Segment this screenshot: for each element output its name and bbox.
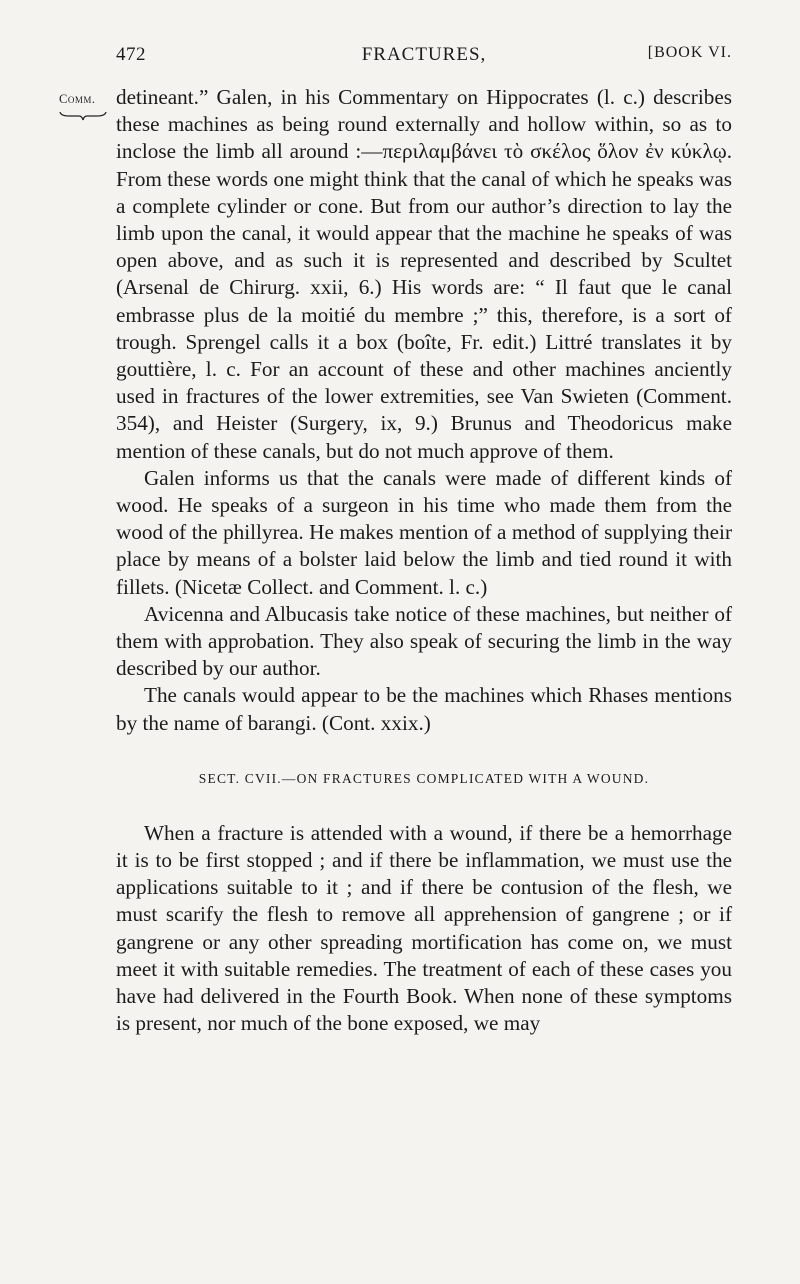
- paragraph: Avicenna and Albucasis take notice of these machines, but neither of them with approbation. They also speak of securing the limb in the way described by our author.: [116, 601, 732, 681]
- running-head: [116, 44, 732, 74]
- book-label: [BOOK VI.: [647, 44, 732, 61]
- brace-icon: [59, 111, 107, 121]
- paragraph: The canals would appear to be the machines which Rhases mentions by the name of barangi. (Cont. xxix.): [116, 683, 732, 735]
- margin-note: [59, 92, 115, 121]
- page-number: 472: [116, 44, 146, 65]
- page-title: FRACTURES,: [361, 44, 487, 65]
- paragraph: When a fracture is attended with a wound, if there be a hemorrhage it is to be first stopped ; and if there be inflammation, we must use the applications suitable to it ; and if there be contusion of the flesh, we must scarify the flesh to remove all apprehension of gangrene ; or if gangrene or any other spreading mortification has come on, we must meet it with suitable remedies. The treatment of each of these cases you have had delivered in the Fourth Book. When none of these symptoms is present, nor much of the bone exposed, we may: [116, 820, 732, 1036]
- margin-note-label: Comm.: [59, 92, 96, 106]
- body-text: [116, 84, 732, 1038]
- section-heading: SECT. CVII.—ON FRACTURES COMPLICATED WITH A WOUND.: [198, 770, 650, 786]
- paragraph: detineant.” Galen, in his Commentary on Hippocrates (l. c.) describes these machines as being round externally and hollow within, so as to inclose the limb all around :—περιλαμβάνει τὸ σκέλος ὅλον ἐν κύκλῳ. From these words one might think that the canal of which he speaks was a complete cylinder or cone. But from our author’s direction to lay the limb upon the canal, it would appear that the machine he speaks of was open above, and as such it is represented and described by Scultet (Arsenal de Chirurg. xxii, 6.) His words are: “ Il faut que le canal embrasse plus de la moitié du membre ;” this, therefore, is a sort of trough. Sprengel calls it a box (boîte, Fr. edit.) Littré translates it by gouttière, l. c. For an account of these and other machines anciently used in fractures of the lower extremities, see Van Swieten (Comment. 354), and Heister (Surgery, ix, 9.) Brunus and Theodoricus make mention of these canals, but do not much approve of them.: [116, 85, 732, 463]
- paragraph: Galen informs us that the canals were made of different kinds of wood. He speaks of a surgeon in his time who made them from the wood of the phillyrea. He makes mention of a method of supplying their place by means of a bolster laid below the limb and tied round it with fillets. (Nicetæ Collect. and Comment. l. c.): [116, 465, 732, 599]
